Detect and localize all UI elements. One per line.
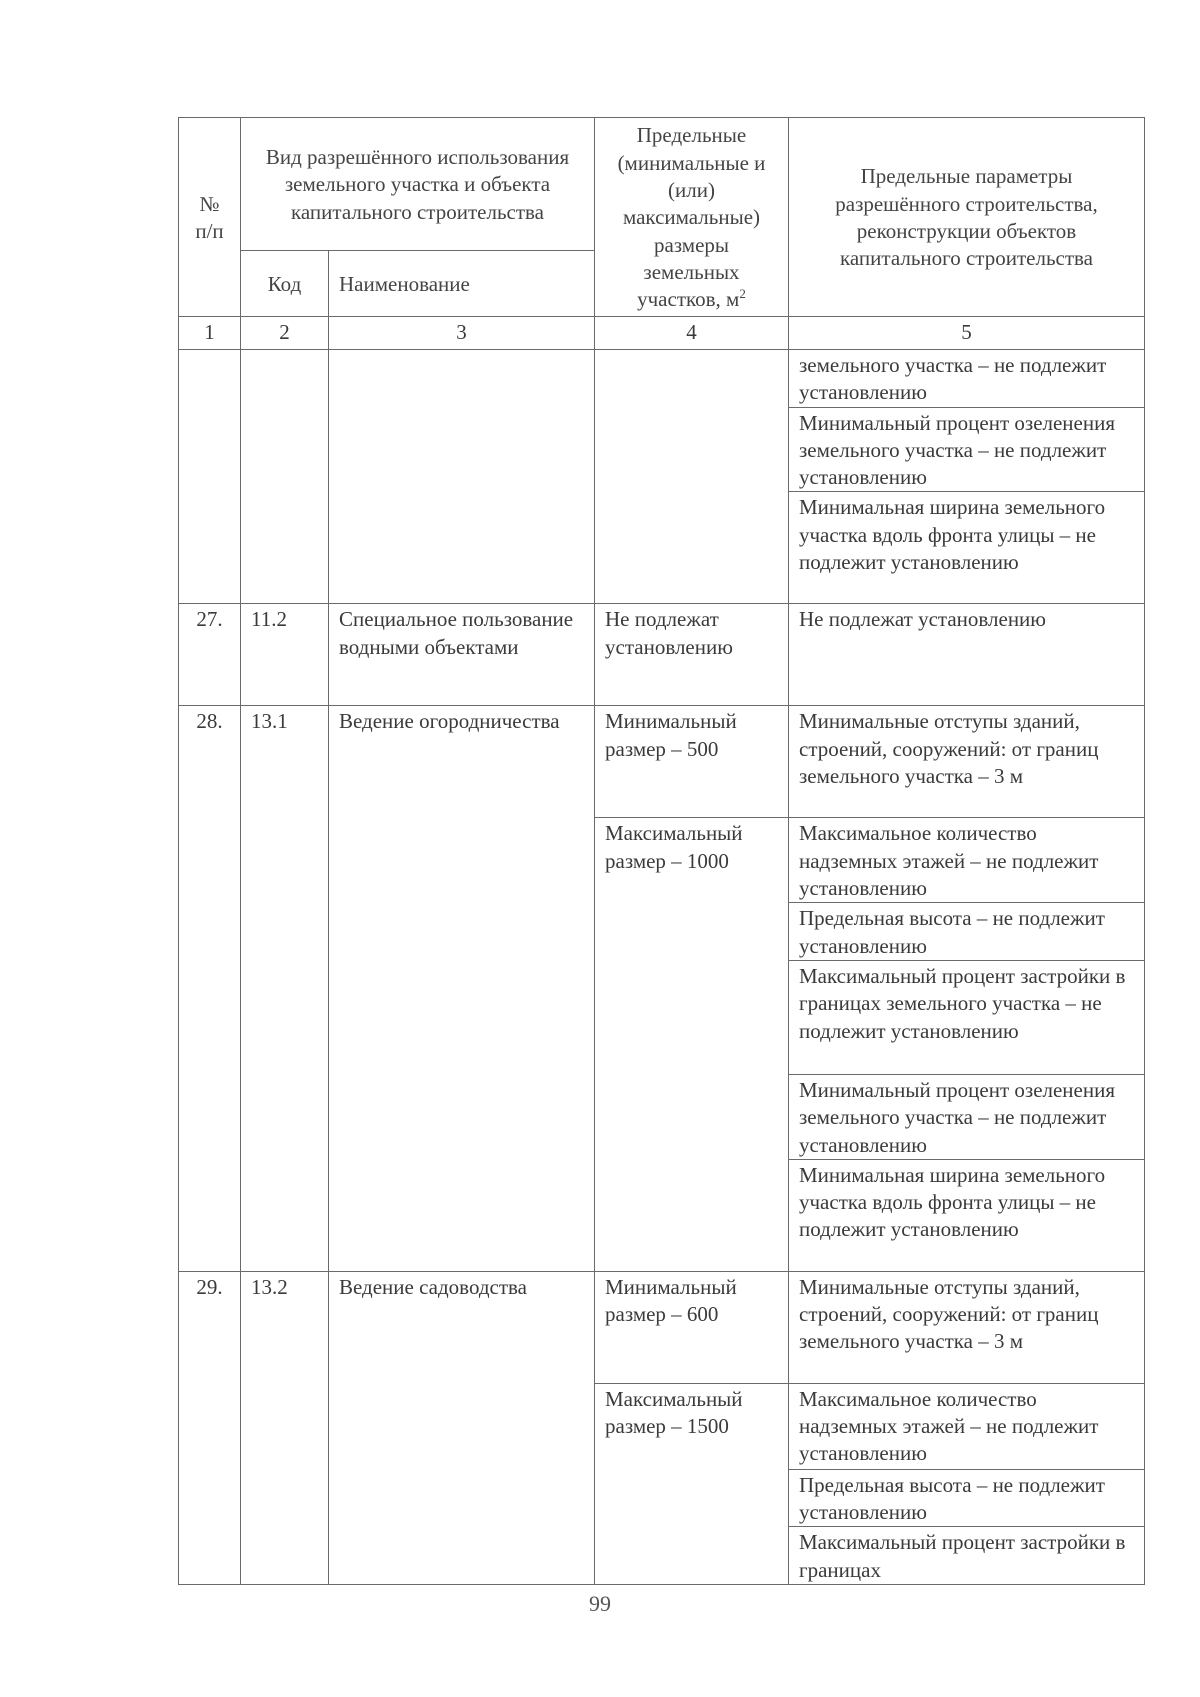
param-cell: Не подлежат установлению [789, 604, 1145, 706]
param-cell: Максимальное количество надземных этажей – не подлежит установлению [789, 818, 1145, 903]
param-cell: Минимальная ширина земельного участка вдоль фронта улицы – не подлежит установлению [789, 1159, 1145, 1271]
column-number: 2 [241, 317, 329, 350]
row-code: 11.2 [241, 604, 329, 706]
row-name: Специальное пользование водными объектами [329, 604, 595, 706]
row-name: Ведение огородничества [329, 706, 595, 1271]
row-number: 28. [179, 706, 241, 1271]
param-cell: Минимальная ширина земельного участка вдоль фронта улицы – не подлежит установлению [789, 492, 1145, 604]
cell-code-empty [241, 350, 329, 604]
header-plot-sizes-text: Предельные (минимальные и (или) максимальные) размеры земельных участков, м [617, 123, 766, 312]
param-cell: Предельная высота – не подлежит установлению [789, 903, 1145, 961]
row-number: 29. [179, 1271, 241, 1584]
param-cell: Предельная высота – не подлежит установлению [789, 1469, 1145, 1527]
row-size-max: Максимальный размер – 1500 [595, 1383, 789, 1584]
column-numbers-row [179, 317, 1145, 350]
column-number: 4 [595, 317, 789, 350]
header-params: Предельные параметры разрешённого строительства, реконструкции объектов капитального строительства [789, 118, 1145, 317]
param-cell: Минимальный процент озеленения земельного участка – не подлежит установлению [789, 407, 1145, 492]
cell-num-empty [179, 350, 241, 604]
row-name: Ведение садоводства [329, 1271, 595, 1584]
header-use-type: Вид разрешённого использования земельного участка и объекта капитального строительства [241, 118, 595, 251]
header-num: № п/п [179, 118, 241, 317]
param-cell: Минимальные отступы зданий, строений, сооружений: от границ земельного участка – 3 м [789, 1271, 1145, 1383]
row-size-min: Минимальный размер – 500 [595, 706, 789, 818]
land-use-parameters-table [178, 117, 1145, 1585]
row-code: 13.2 [241, 1271, 329, 1584]
param-cell: Максимальное количество надземных этажей – не подлежит установлению [789, 1383, 1145, 1469]
param-cell: Максимальный процент застройки в границах [789, 1527, 1145, 1585]
param-cell: Минимальные отступы зданий, строений, сооружений: от границ земельного участка – 3 м [789, 706, 1145, 818]
param-cell: Минимальный процент озеленения земельного участка – не подлежит установлению [789, 1074, 1145, 1159]
header-name: Наименование [329, 251, 595, 317]
column-number: 1 [179, 317, 241, 350]
param-cell: Максимальный процент застройки в границах земельного участка – не подлежит установлению [789, 960, 1145, 1074]
row-size-min: Минимальный размер – 600 [595, 1271, 789, 1383]
row-size: Не подлежат установлению [595, 604, 789, 706]
table-row-continued [179, 350, 1145, 408]
cell-name-empty [329, 350, 595, 604]
header-row [179, 118, 1145, 251]
table-row-29 [179, 1271, 1145, 1383]
row-code: 13.1 [241, 706, 329, 1271]
row-size-max: Максимальный размер – 1000 [595, 818, 789, 1271]
table-row-28 [179, 706, 1145, 818]
header-plot-sizes [595, 118, 789, 317]
header-code: Код [241, 251, 329, 317]
header-plot-sizes-sup: 2 [739, 286, 746, 302]
page-number: 99 [589, 1591, 611, 1616]
table-row-27 [179, 604, 1145, 706]
cell-size-empty [595, 350, 789, 604]
column-number: 3 [329, 317, 595, 350]
row-number: 27. [179, 604, 241, 706]
param-cell: земельного участка – не подлежит установлению [789, 350, 1145, 408]
column-number: 5 [789, 317, 1145, 350]
